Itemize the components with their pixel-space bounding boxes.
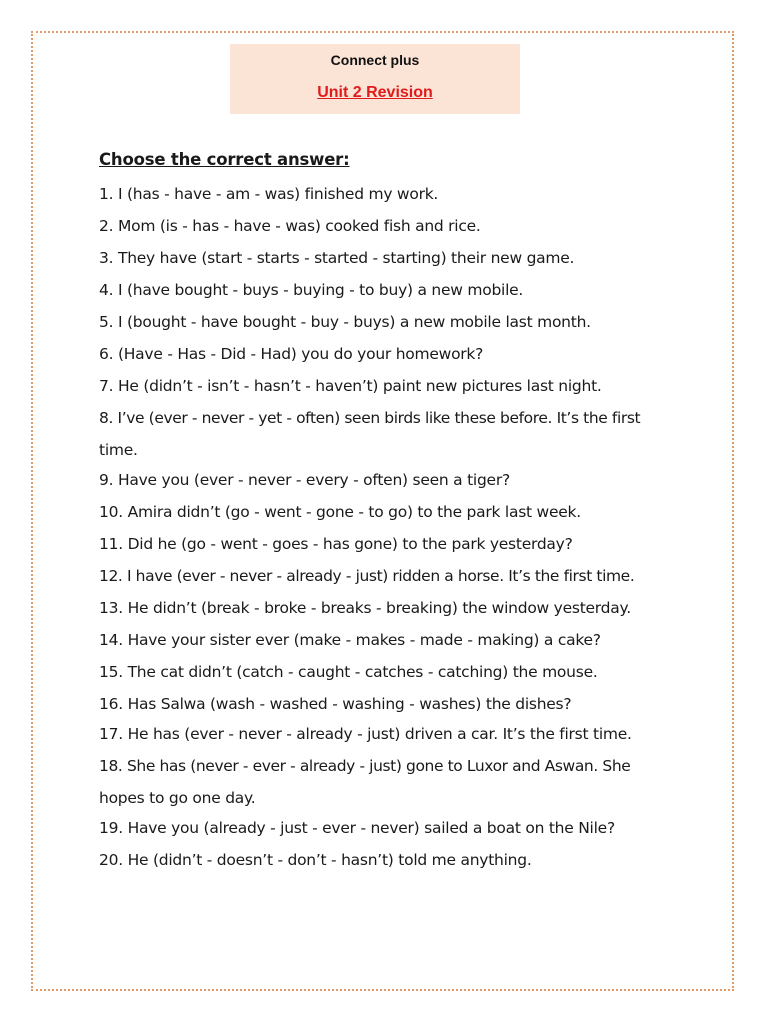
question-number: 4. — [99, 281, 114, 299]
question-number: 20. — [99, 851, 123, 869]
question-12 — [99, 566, 719, 586]
question-number: 10. — [99, 503, 123, 521]
question-number: 11. — [99, 535, 123, 553]
question-text: I (bought - have bought - buy - buys) a new mobile last month. — [117, 313, 591, 331]
question-number: 5. — [99, 313, 114, 331]
question-8 — [99, 408, 719, 428]
question-text: Have your sister ever (make - makes - made - making) a cake? — [127, 631, 601, 649]
question-text: (Have - Has - Did - Had) you do your homework? — [117, 345, 484, 363]
question-18 — [99, 756, 719, 776]
question-number: 14. — [99, 631, 123, 649]
header-box — [230, 44, 520, 114]
question-text: The cat didn’t (catch - caught - catches - catching) the mouse. — [127, 663, 598, 681]
question-number: 17. — [99, 725, 123, 743]
question-3 — [99, 248, 719, 268]
question-19 — [99, 818, 719, 838]
question-number: 1. — [99, 185, 114, 203]
unit-title: Unit 2 Revision — [317, 84, 433, 101]
question-text: I’ve (ever - never - yet - often) seen birds like these before. It’s the first — [117, 409, 641, 427]
question-20 — [99, 850, 719, 870]
question-17 — [99, 724, 719, 744]
question-2 — [99, 216, 719, 236]
question-number: 7. — [99, 377, 114, 395]
section-heading: Choose the correct answer: — [99, 150, 350, 169]
question-11 — [99, 534, 719, 554]
question-text: I (has - have - am - was) finished my work. — [117, 185, 439, 203]
question-6 — [99, 344, 719, 364]
question-9 — [99, 470, 719, 490]
question-text: Have you (already - just - ever - never) sailed a boat on the Nile? — [127, 819, 615, 837]
question-number: 2. — [99, 217, 114, 235]
question-number: 18. — [99, 757, 123, 775]
question-1 — [99, 184, 719, 204]
question-text: I (have bought - buys - buying - to buy) a new mobile. — [117, 281, 524, 299]
question-number: 9. — [99, 471, 114, 489]
question-number: 19. — [99, 819, 123, 837]
question-number: 8. — [99, 409, 113, 427]
question-text: She has (never - ever - already - just) gone to Luxor and Aswan. She — [126, 757, 631, 775]
question-8-continuation: time. — [99, 441, 138, 459]
question-number: 15. — [99, 663, 123, 681]
question-text: He has (ever - never - already - just) driven a car. It’s the first time. — [127, 725, 632, 743]
question-14 — [99, 630, 719, 650]
question-number: 3. — [99, 249, 114, 267]
question-text: They have (start - starts - started - starting) their new game. — [117, 249, 575, 267]
question-number: 12. — [99, 567, 123, 585]
question-4 — [99, 280, 719, 300]
question-text: He (didn’t - isn’t - hasn’t - haven’t) paint new pictures last night. — [117, 377, 602, 395]
question-text: He didn’t (break - broke - breaks - breaking) the window yesterday. — [127, 599, 631, 617]
question-18-continuation: hopes to go one day. — [99, 789, 256, 807]
question-5 — [99, 312, 719, 332]
question-text: I have (ever - never - already - just) ridden a horse. It’s the first time. — [126, 567, 635, 585]
header-title: Connect plus — [330, 52, 420, 68]
question-16 — [99, 694, 719, 714]
question-text: Mom (is - has - have - was) cooked fish and rice. — [117, 217, 481, 235]
question-text: He (didn’t - doesn’t - don’t - hasn’t) told me anything. — [127, 851, 532, 869]
question-13 — [99, 598, 719, 618]
question-text: Has Salwa (wash - washed - washing - washes) the dishes? — [127, 695, 572, 713]
question-7 — [99, 376, 719, 396]
question-number: 6. — [99, 345, 114, 363]
question-number: 13. — [99, 599, 123, 617]
question-text: Have you (ever - never - every - often) seen a tiger? — [117, 471, 510, 489]
question-text: Did he (go - went - goes - has gone) to the park yesterday? — [127, 535, 573, 553]
question-15 — [99, 662, 719, 682]
question-number: 16. — [99, 695, 123, 713]
question-text: Amira didn’t (go - went - gone - to go) to the park last week. — [127, 503, 581, 521]
question-10 — [99, 502, 719, 522]
